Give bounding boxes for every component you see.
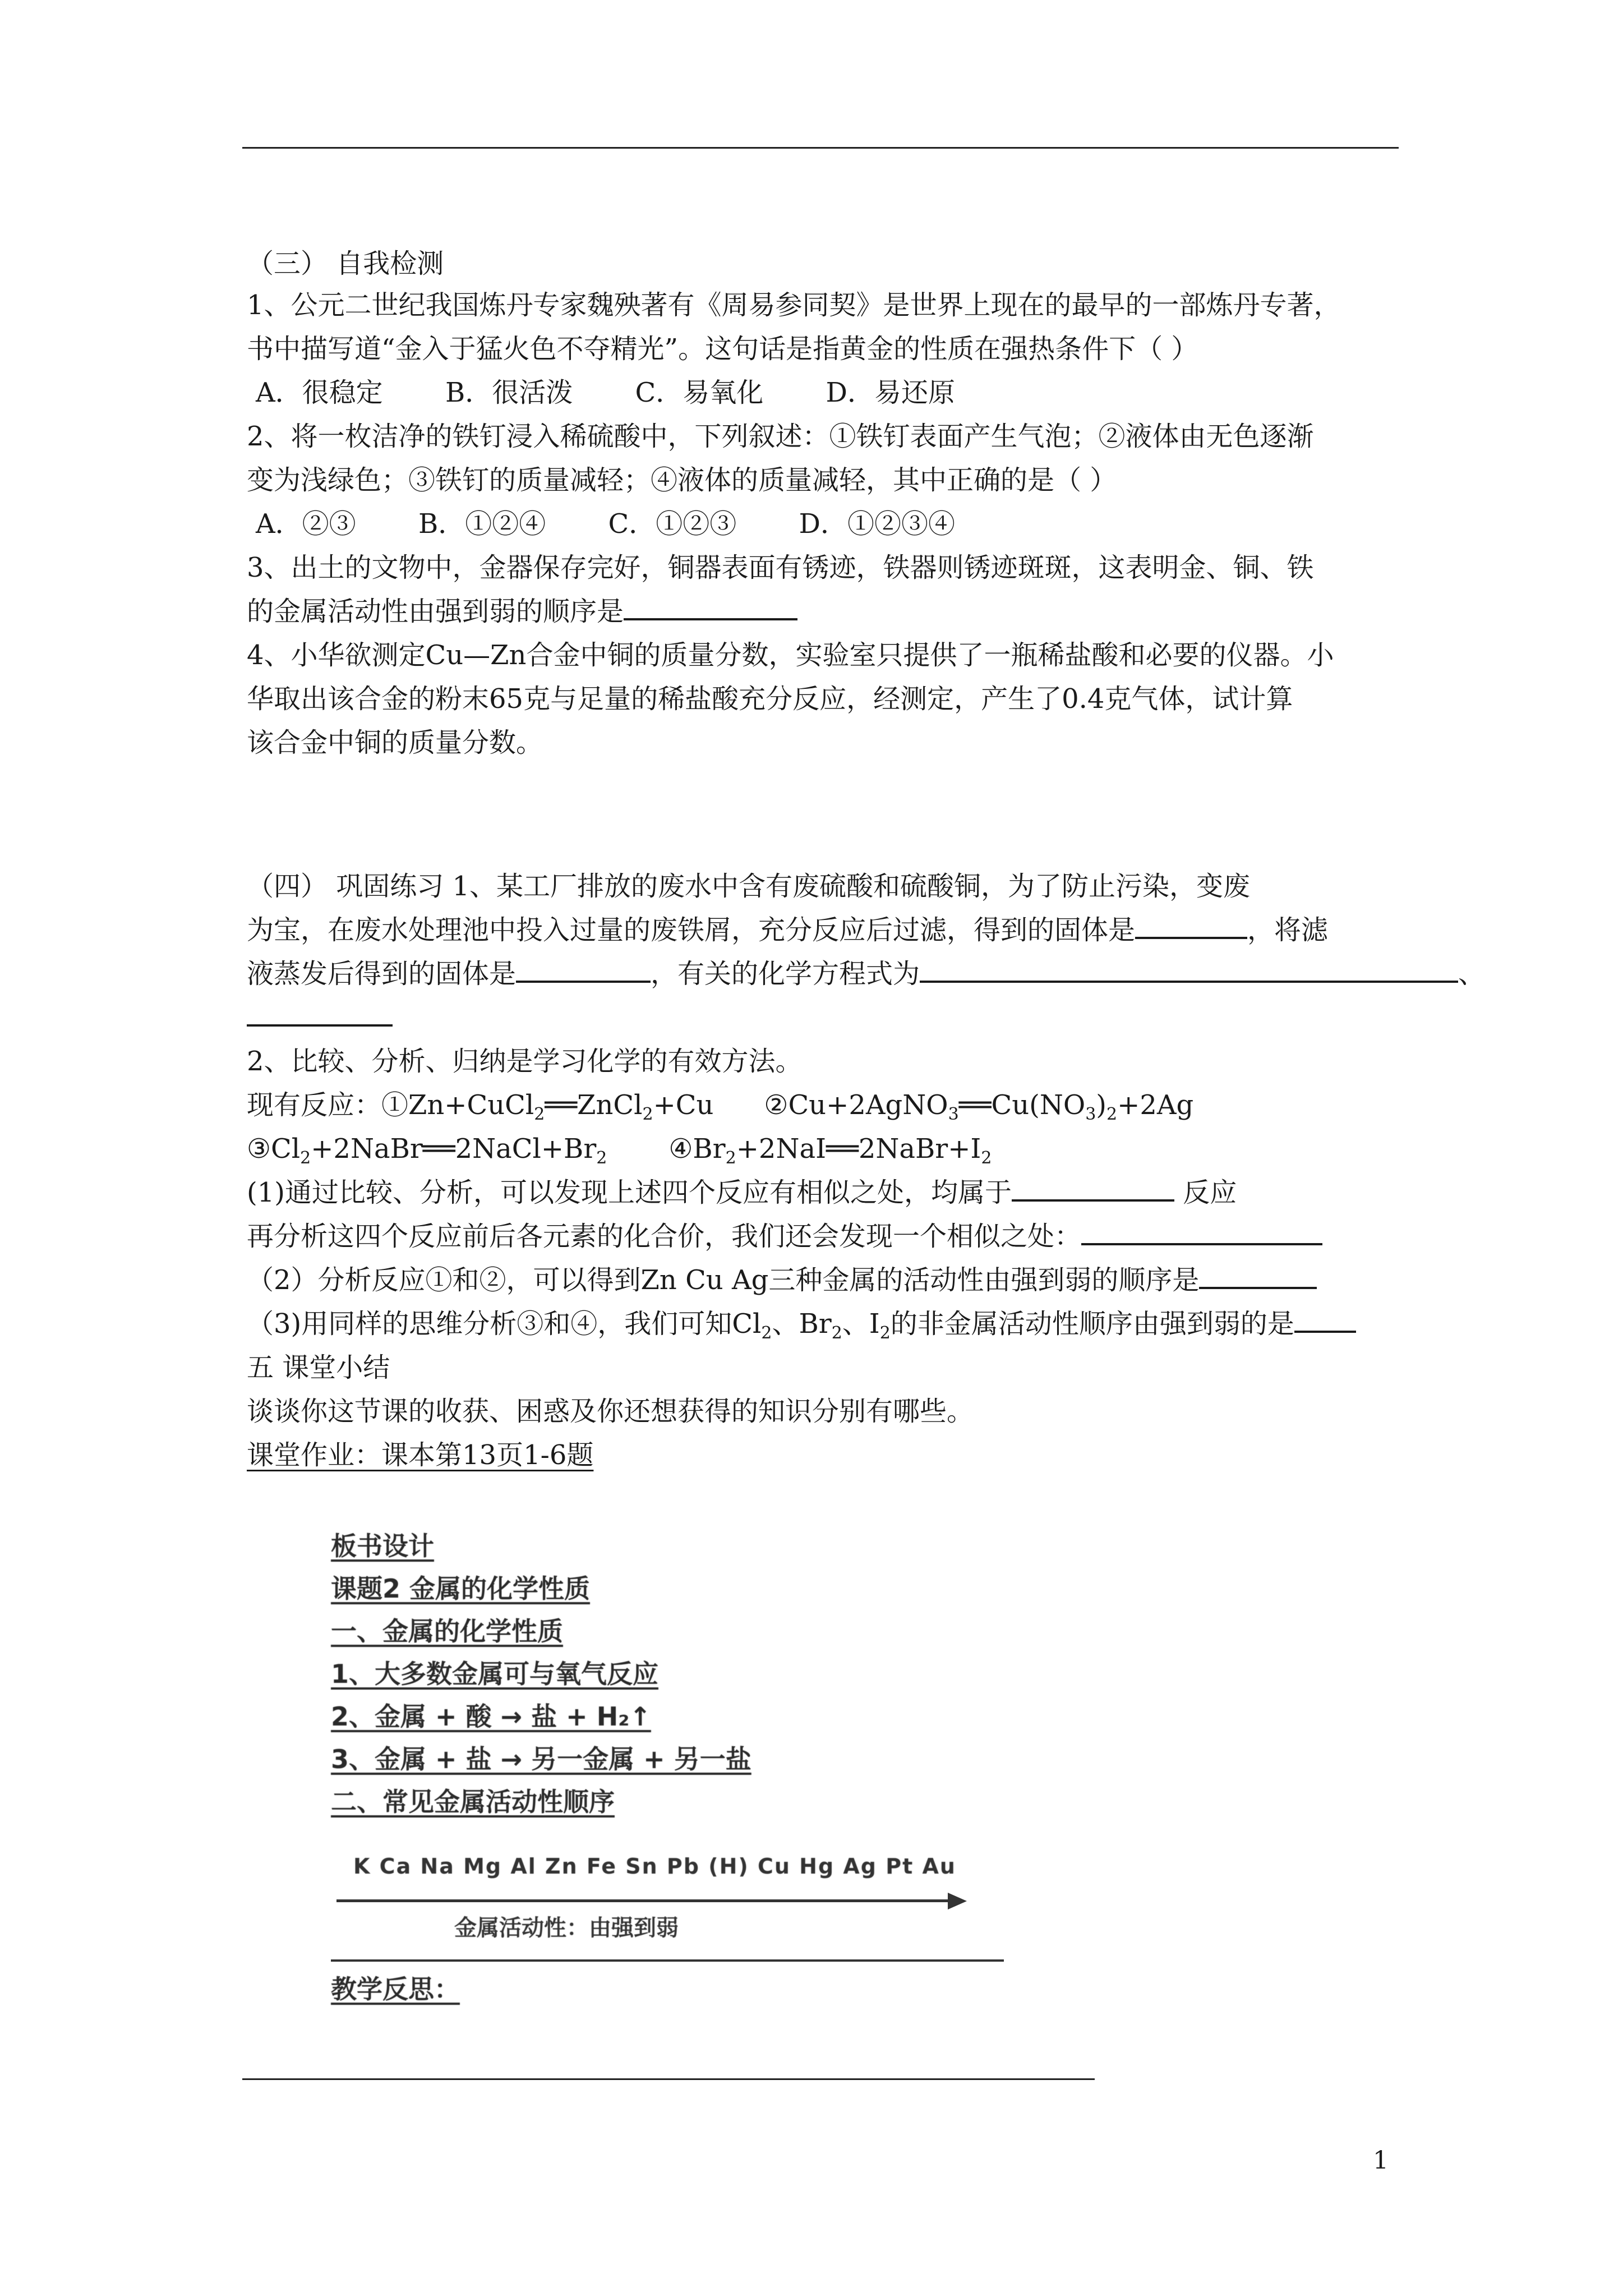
- section4-line3-text-b: ，有关的化学方程式为: [651, 958, 920, 990]
- teaching-reflection: 教学反思：: [331, 1974, 460, 2004]
- section3-heading: （三） 自我检测: [247, 248, 444, 279]
- q1-option-a: A．很稳定: [256, 377, 383, 408]
- q2-option-b: B．①②④: [418, 508, 546, 540]
- part2-line: [247, 1257, 1402, 1304]
- header-rule: [242, 147, 1399, 149]
- activity-label: 金属活动性：由强到弱: [454, 1915, 679, 1941]
- q3-line2-text: 的金属活动性由强到弱的顺序是: [247, 596, 624, 627]
- reaction-type-blank[interactable]: [1012, 1177, 1174, 1202]
- part1-text-a: (1)通过比较、分析，可以发现上述四个反应有相似之处，均属于: [247, 1177, 1012, 1208]
- q4-line2: 华取出该合金的粉末65克与足量的稀盐酸充分反应，经测定，产生了0.4克气体，试计算: [247, 683, 1293, 715]
- board-divider: [331, 1959, 1004, 1962]
- reactions-line1: [247, 1082, 1402, 1129]
- section5-heading: 五 课堂小结: [247, 1352, 390, 1383]
- activity-arrow-line: [336, 1899, 953, 1902]
- part3-line: [247, 1300, 1402, 1347]
- q4-line1: 4、小华欲测定Cu—Zn合金中铜的质量分数，实验室只提供了一瓶稀盐酸和必要的仪器。小: [247, 639, 1334, 671]
- equation-blank-2[interactable]: [247, 1002, 393, 1027]
- board-item3: 3、金属 + 盐 → 另一金属 + 另一盐: [331, 1744, 751, 1774]
- equation-blank-1[interactable]: [920, 958, 1458, 983]
- board-item2: 2、金属 + 酸 → 盐 + H₂↑: [331, 1701, 651, 1732]
- similarity-blank[interactable]: [1081, 1221, 1322, 1245]
- q1-options: [256, 369, 1411, 416]
- section4-line4: [247, 994, 1402, 1041]
- reaction-3: $③Cl_2+2NaBr══2NaCl+Br_2$: [247, 1133, 607, 1168]
- board-part1: 一、金属的化学性质: [331, 1616, 563, 1646]
- q2-line2: 变为浅绿色；③铁钉的质量减轻；④液体的质量减轻，其中正确的是（ ）: [247, 464, 1117, 496]
- q4-line3: 该合金中铜的质量分数。: [247, 727, 543, 758]
- reaction-2: $②Cu+2AgNO_3══Cu(NO_3)_2+2Ag$: [764, 1089, 1194, 1124]
- arrow-right-icon: [948, 1893, 967, 1910]
- metal-order-blank[interactable]: [1199, 1264, 1317, 1289]
- q1-line2: 书中描写道“金入于猛火色不夺精光”。这句话是指黄金的性质在强热条件下（ ）: [247, 333, 1198, 365]
- board-item1: 1、大多数金属可与氧气反应: [331, 1659, 659, 1689]
- filtrate-solid-blank[interactable]: [516, 958, 651, 983]
- q2-option-a: A．②③: [256, 508, 356, 540]
- part1-line1: [247, 1169, 1402, 1216]
- section4-q2-line1: 2、比较、分析、归纳是学习化学的有效方法。: [247, 1046, 803, 1077]
- q3-line2: [247, 588, 1402, 635]
- part1-text-b: 反应: [1174, 1177, 1237, 1208]
- part1-line2-text: 再分析这四个反应前后各元素的化合价，我们还会发现一个相似之处：: [247, 1221, 1082, 1252]
- reaction-4: $④Br_2+2NaI══2NaBr+I_2$: [668, 1133, 992, 1168]
- reactions-prefix: 现有反应：: [247, 1089, 382, 1121]
- metal-activity-series: K Ca Na Mg Al Zn Fe Sn Pb (H) Cu Hg Ag Pt Au: [353, 1854, 956, 1879]
- q1-option-d: D．易还原: [826, 377, 955, 408]
- q1-line1: 1、公元二世纪我国炼丹专家魏殃著有《周易参同契》是世界上现在的最早的一部炼丹专著，: [247, 289, 1341, 321]
- part2-text: （2）分析反应①和②，可以得到Zn Cu Ag三种金属的活动性由强到弱的顺序是: [247, 1264, 1200, 1296]
- section4-line3-text-a: 液蒸发后得到的固体是: [247, 958, 517, 990]
- board-part2: 二、常见金属活动性顺序: [331, 1787, 615, 1817]
- q1-option-c: C．易氧化: [635, 377, 764, 408]
- reaction-1: ①Zn+CuCl$_2$══ZnCl$_2$+Cu: [381, 1089, 714, 1124]
- q1-option-b: B．很活泼: [445, 377, 573, 408]
- solid-answer-blank[interactable]: [1135, 914, 1247, 939]
- section4-line1: （四） 巩固练习 1、某工厂排放的废水中含有废硫酸和硫酸铜，为了防止污染，变废: [247, 871, 1251, 902]
- q2-option-d: D．①②③④: [799, 508, 955, 540]
- section4-line2-text-b: ，将滤: [1247, 914, 1329, 946]
- board-lesson: 课题2 金属的化学性质: [331, 1573, 591, 1604]
- q2-options: [256, 500, 1411, 547]
- q2-line1: 2、将一枚洁净的铁钉浸入稀硫酸中，下列叙述：①铁钉表面产生气泡；②液体由无色逐渐: [247, 421, 1314, 452]
- section4-line2: [247, 907, 1402, 954]
- part3-text: （3)用同样的思维分析③和④，我们可知$Cl_2$、$Br_2$、$I_2$的非金属活动性顺序由强到弱的是: [247, 1308, 1294, 1343]
- q3-answer-blank[interactable]: [624, 596, 797, 620]
- reactions-line2: [247, 1125, 1402, 1172]
- homework-line: 课堂作业：课本第13页1-6题: [247, 1439, 594, 1471]
- q3-line1: 3、出土的文物中，金器保存完好，铜器表面有锈迹，铁器则锈迹斑斑，这表明金、铜、铁: [247, 552, 1314, 583]
- nonmetal-order-blank[interactable]: [1294, 1308, 1356, 1333]
- section4-line3-text-c: 、: [1458, 958, 1486, 990]
- footer-rule: [242, 2078, 1095, 2080]
- section5-line1: 谈谈你这节课的收获、困惑及你还想获得的知识分别有哪些。: [247, 1396, 974, 1427]
- board-title: 板书设计: [331, 1531, 434, 1561]
- page-number: 1: [1373, 2146, 1389, 2175]
- section4-line2-text-a: 为宝，在废水处理池中投入过量的废铁屑，充分反应后过滤，得到的固体是: [247, 914, 1136, 946]
- q2-option-c: C．①②③: [608, 508, 737, 540]
- part1-line2: [247, 1213, 1402, 1260]
- section4-line3: [247, 950, 1486, 997]
